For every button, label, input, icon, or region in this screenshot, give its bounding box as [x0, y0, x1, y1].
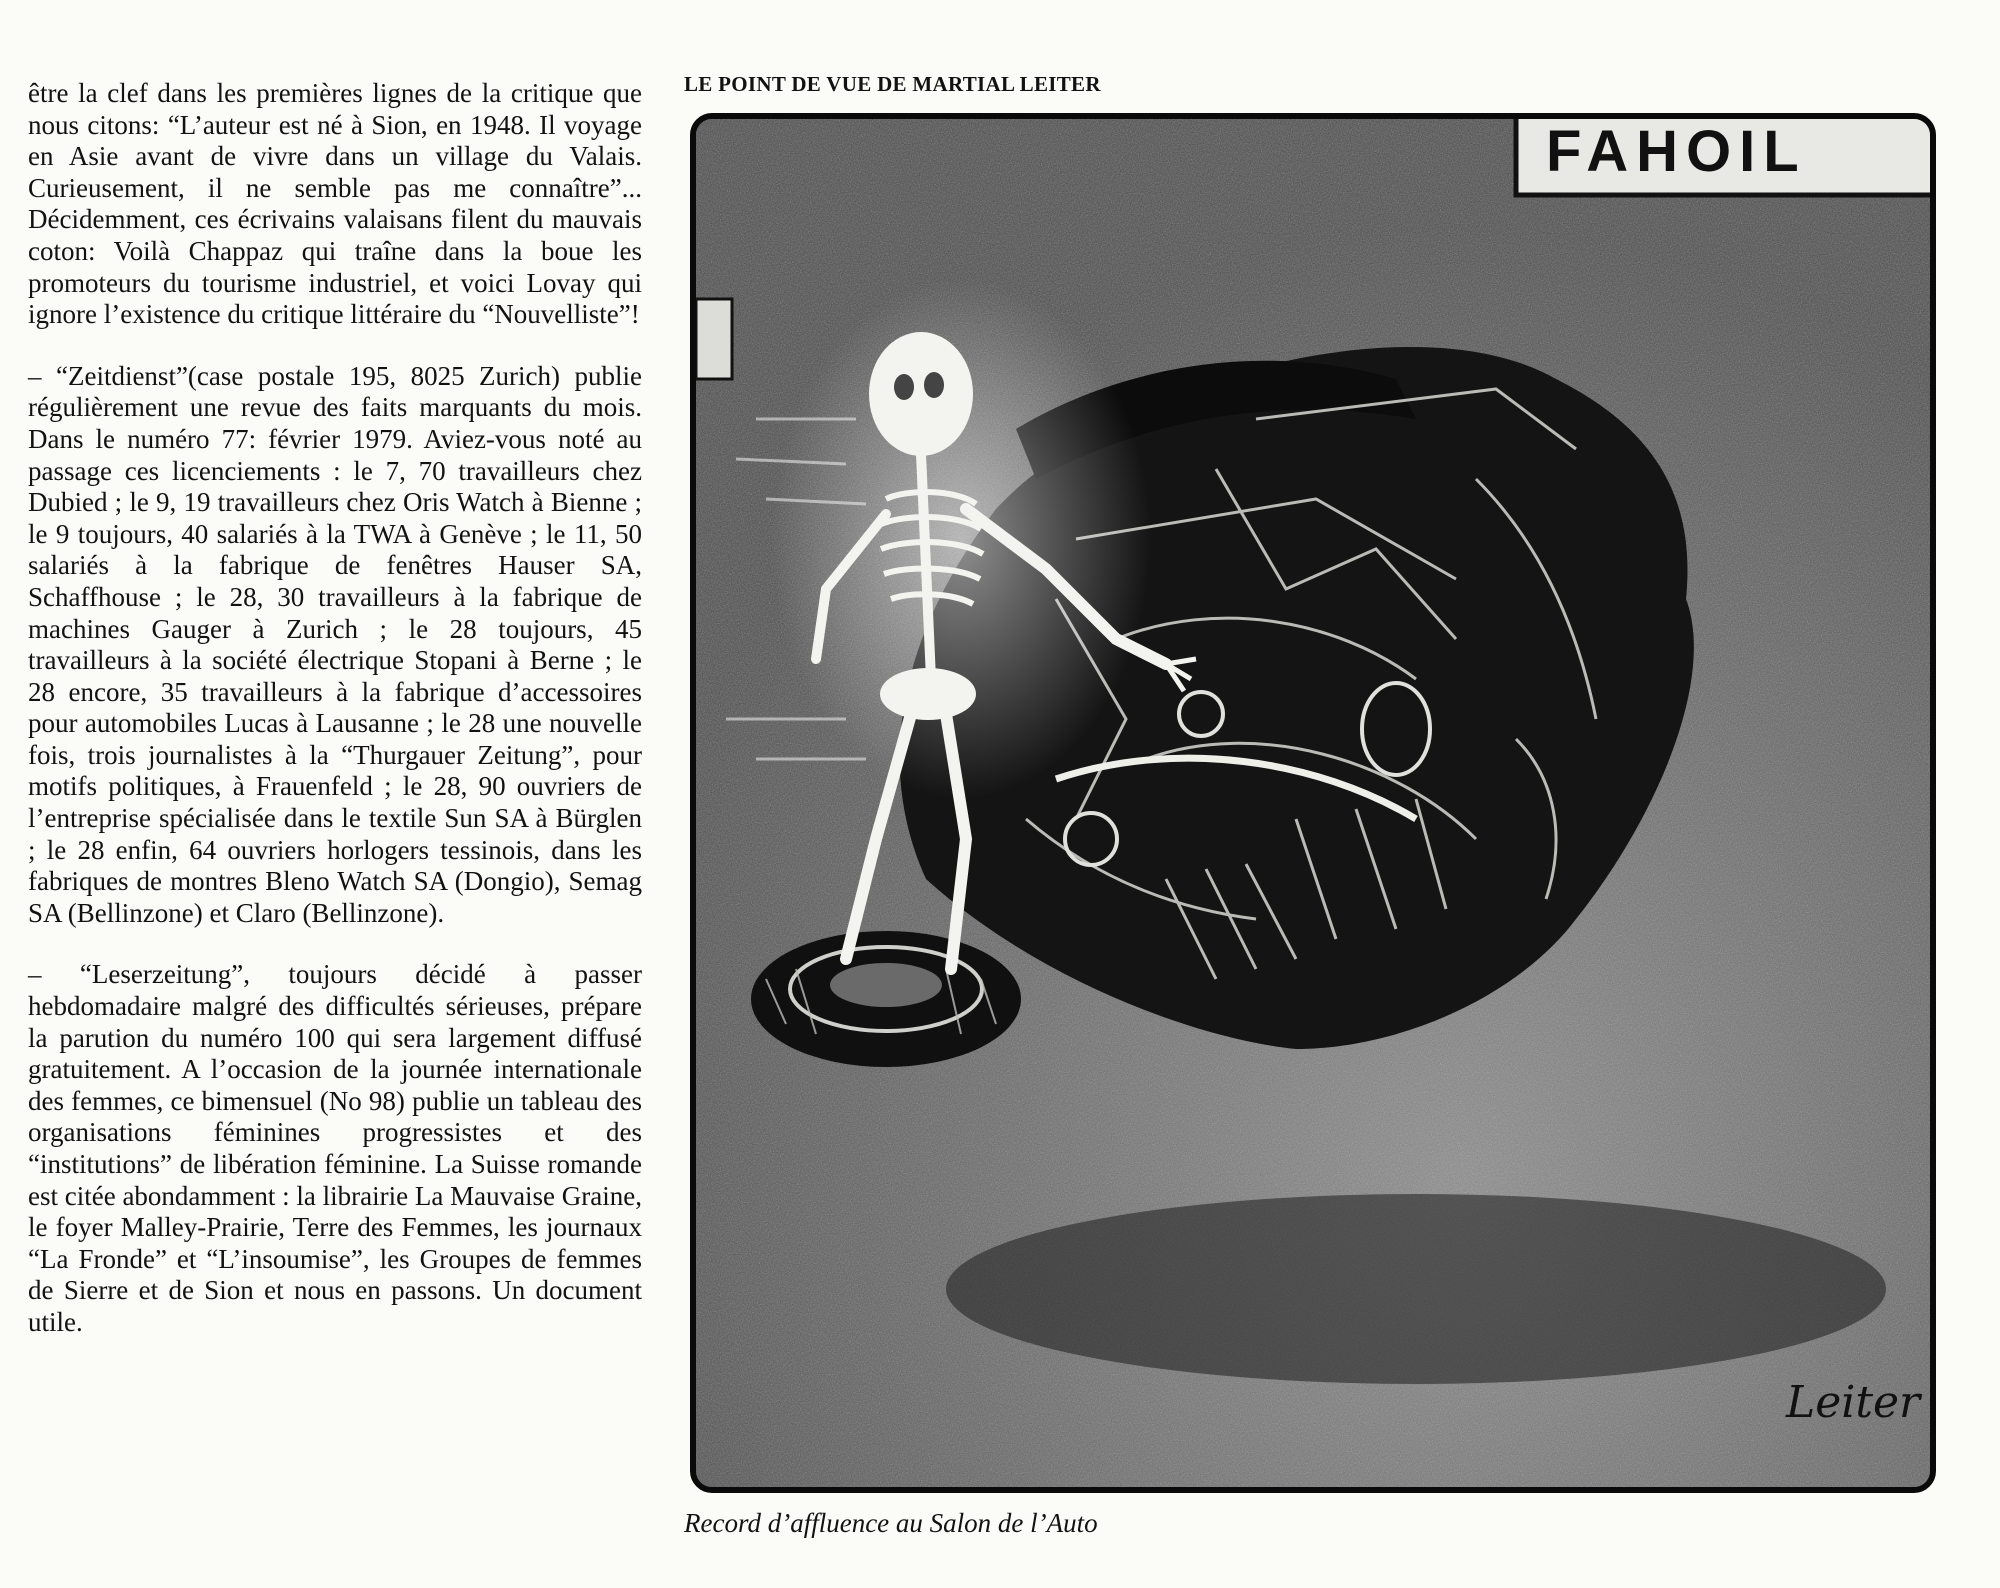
cartoon-illustration [690, 113, 1936, 1493]
paragraph-critique: être la clef dans les premières lignes de la critique que nous citons: “L’auteur est né à Sion, en 1948. Il voyage en Asie avant de vivre dans un village du Valais. Curieusement, il ne semble pas me connaître”... Décidemment, ces écrivains valaisans filent du mauvais coton: Voilà Chappaz qui traîne dans la boue les promoteurs du tourisme industriel, et voici Lovay qui ignore l’existence du critique littéraire du “Nouvelliste”! [28, 78, 642, 330]
figure-heading: LE POINT DE VUE DE MARTIAL LEITER [684, 72, 1101, 96]
artist-signature: Leiter [1786, 1377, 1921, 1428]
figure-caption: Record d’affluence au Salon de l’Auto [684, 1508, 1098, 1538]
sign-lettering: FAHOIL [1546, 119, 1807, 184]
article-column [28, 78, 642, 1339]
loose-tire [751, 931, 1021, 1067]
cartoon-drawing [696, 119, 1930, 1487]
street-sign [1516, 119, 1930, 195]
paragraph-leserzeitung: – “Leserzeitung”, toujours décidé à passer hebdomadaire malgré des difficultés sérieuses, prépare la parution du numéro 100 qui sera largement diffusé gratuitement. A l’occasion de la journée internationale des femmes, ce bimensuel (No 98) publie un tableau des organisations féminines progressistes et des “institutions” de libération féminine. La Suisse romande est citée abondamment : la librairie La Mauvaise Graine, le foyer Malley-Prairie, Terre des Femmes, les journaux “La Fronde” et “L’insoumise”, les Groupes de femmes de Sierre et de Sion et nous en passons. Un document utile. [28, 959, 642, 1337]
road-post [696, 299, 732, 379]
paragraph-zeitdienst: – “Zeitdienst”(case postale 195, 8025 Zurich) publie régulièrement une revue des faits marquants du mois. Dans le numéro 77: février 1979. Aviez-vous noté au passage ces licenciements : le 7, 70 travailleurs chez Dubied ; le 9, 19 travailleurs chez Oris Watch à Bienne ; le 9 toujours, 40 salariés à la TWA à Genève ; le 11, 50 salariés à la fabrique de fenêtres Hauser SA, Schaffhouse ; le 28, 30 travailleurs à la fabrique de machines Gauger à Zurich ; le 28 toujours, 45 travailleurs à la société électrique Stopani à Berne ; le 28 encore, 35 travailleurs à la fabrique d’accessoires pour automobiles Lucas à Lausanne ; le 28 une nouvelle fois, trois journalistes à la “Thurgauer Zeitung”, pour motifs politiques, à Frauenfeld ; le 28, 90 ouvriers de l’entreprise spécialisée dans le textile Sun SA à Bürglen ; le 28 enfin, 64 ouvriers horlogers tessinois, dans les fabriques de montres Bleno Watch SA (Dongio), Semag SA (Bellinzone) et Claro (Bellinzone). [28, 360, 642, 928]
wreck-shadow [946, 1194, 1886, 1384]
